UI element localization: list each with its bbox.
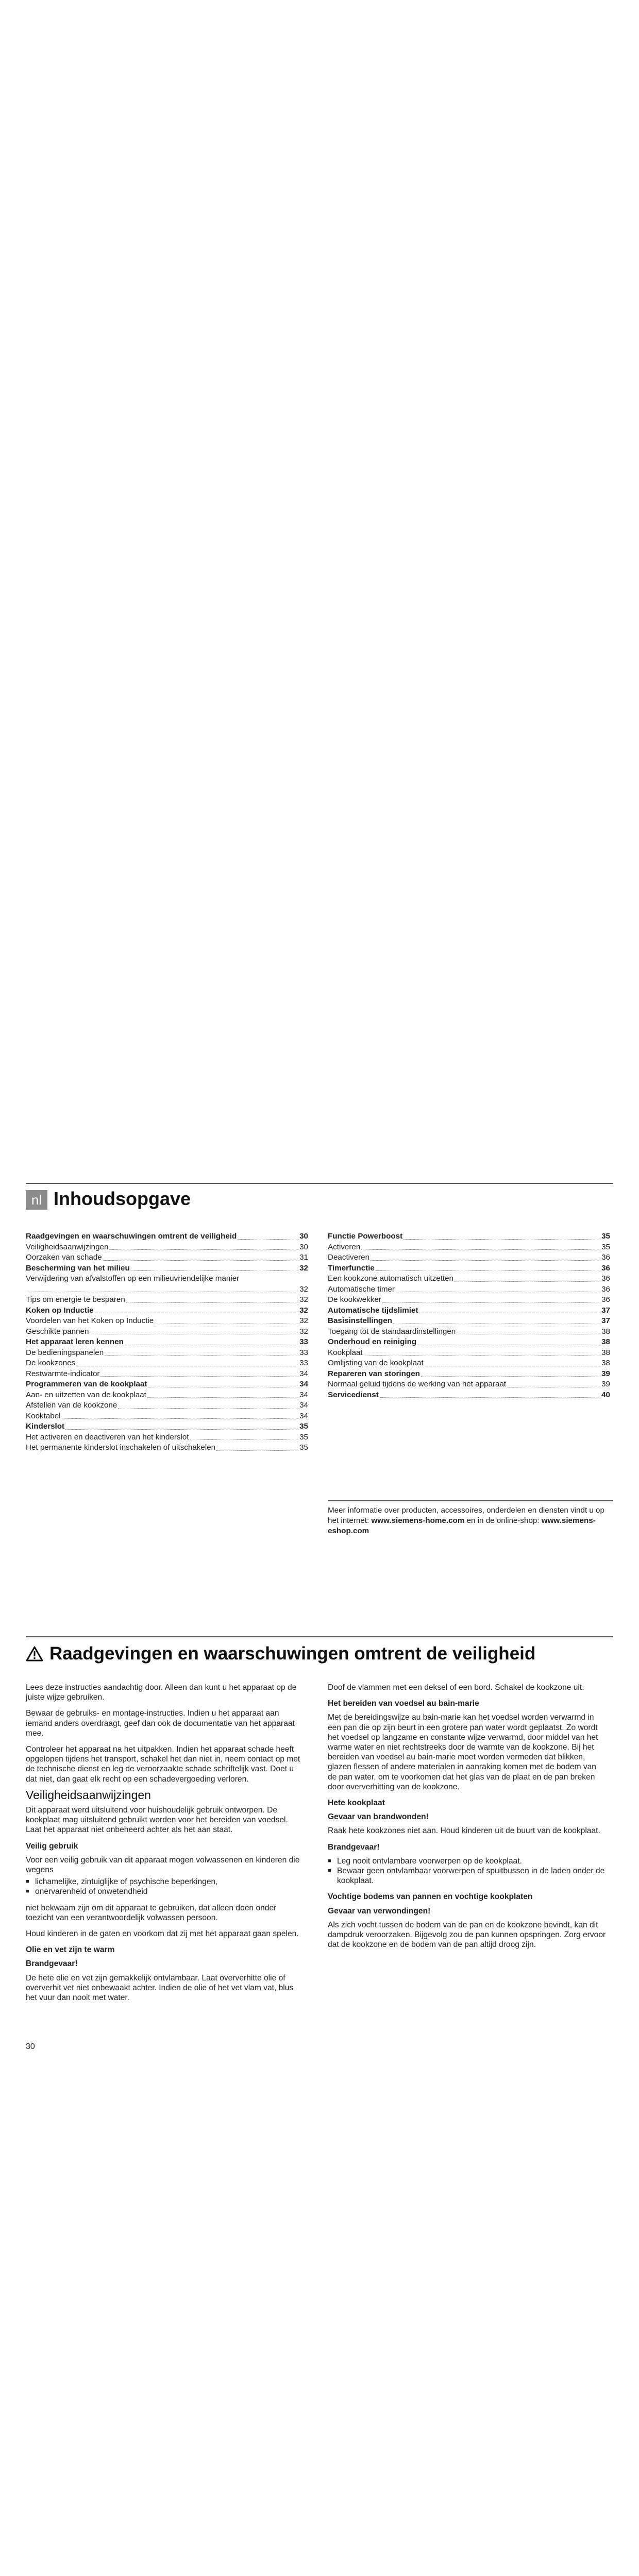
toc-right-column (328, 1231, 610, 1400)
toc-left-column (26, 1231, 308, 1453)
toc-top-rule (26, 1183, 613, 1184)
subheading: Vochtige bodems van pannen en vochtige kookplaten (328, 1892, 533, 1902)
warning-label: Gevaar van brandwonden! (328, 1812, 429, 1822)
language-badge: nl (26, 1190, 47, 1210)
toc-entry[interactable] (328, 1369, 610, 1380)
toc-entry-page: 34 (299, 1380, 308, 1388)
paragraph: Met de bereidingswijze au bain-marie kan het voedsel worden verwarmd in een pan die op zijn beurt in een grotere pan water wordt geplaatst. Zo wordt het voedsel op langzame en constante wijze verwarmd, door middel van het warme water en niet rechtstreeks door de warmte van de kookzone. Bij het bereiden van voedsel au bain-marie moet worden vermeden dat blikken, glazen flessen of andere materialen in aanraking komen met de bodem van de pan water, om te voorkomen dat het glas van de plaat en de pan breken door oververhitting van de kookzone. (328, 1713, 598, 1791)
toc-entry[interactable] (26, 1390, 308, 1401)
toc-entry-page: 36 (601, 1295, 610, 1304)
toc-entry[interactable] (328, 1306, 610, 1316)
toc-entry-page: 33 (299, 1359, 308, 1367)
toc-entry[interactable] (26, 1400, 308, 1411)
toc-entry[interactable] (26, 1379, 308, 1390)
toc-entry-title: De kookzones (26, 1359, 76, 1367)
toc-entry-page: 30 (299, 1232, 308, 1241)
bullet-list (26, 1877, 304, 1896)
toc-entry-page: 32 (299, 1284, 308, 1294)
section-title: Raadgevingen en waarschuwingen omtrent de veiligheid (49, 1643, 536, 1664)
toc-entry-title: Servicedienst (328, 1390, 379, 1399)
paragraph: Doof de vlammen met een deksel of een bord. Schakel de kookzone uit. (328, 1683, 584, 1692)
toc-entry-title: Het activeren en deactiveren van het kinderslot (26, 1432, 189, 1442)
toc-leader-dots (190, 1439, 299, 1440)
toc-entry[interactable] (328, 1348, 610, 1359)
toc-entry-title: Onderhoud en reiniging (328, 1337, 417, 1346)
toc-leader-dots (380, 1397, 600, 1398)
paragraph: Voor een veilig gebruik van dit apparaat mogen volwassenen en kinderen die wegens (26, 1855, 300, 1875)
toc-entry-page: 38 (601, 1327, 610, 1336)
toc-entry-page: 32 (299, 1295, 308, 1304)
toc-entry-title: Geschikte pannen (26, 1327, 89, 1336)
subheading: Hete kookplaat (328, 1799, 385, 1808)
toc-entry-page: 35 (299, 1422, 308, 1431)
toc-entry[interactable] (26, 1242, 308, 1253)
toc-leader-dots (65, 1429, 298, 1430)
toc-entry[interactable] (26, 1369, 308, 1380)
toc-entry-title: Kooktabel (26, 1411, 61, 1420)
toc-entry[interactable] (328, 1390, 610, 1401)
toc-entry-title: Veiligheidsaanwijzingen (26, 1242, 109, 1251)
paragraph: Als zich vocht tussen de bodem van de pan en de kookzone bevindt, kan dit dampdruk veroorzaken. Bijgevolg zou de pan kunnen opspringen. Zorg ervoor dat de kookzone en de bodem van de pan altijd droog zijn. (328, 1920, 606, 1950)
toc-leader-dots (109, 1249, 298, 1250)
toc-entry[interactable] (26, 1411, 308, 1422)
paragraph: Raak hete kookzones niet aan. Houd kinderen uit de buurt van de kookplaat. (328, 1826, 600, 1836)
paragraph: niet bekwaam zijn om dit apparaat te gebruiken, dat alleen doen onder toezicht van een verantwoordelijk volwassen persoon. (26, 1903, 277, 1922)
toc-entry-page: 32 (299, 1306, 308, 1315)
section-left-column (26, 1683, 304, 2009)
toc-entry-page: 35 (299, 1443, 308, 1452)
toc-entry-title: Toegang tot de standaardinstellingen (328, 1327, 456, 1336)
warning-triangle-icon (26, 1646, 43, 1662)
section-rule (26, 1636, 613, 1637)
toc-entry-title: Kookplaat (328, 1348, 363, 1357)
info-url-home[interactable]: www.siemens-home.com (371, 1516, 465, 1525)
toc-entry-title: Tips om energie te besparen (26, 1295, 125, 1304)
toc-entry-title: Het permanente kinderslot inschakelen of uitschakelen (26, 1443, 216, 1452)
section-heading (26, 1643, 535, 1664)
toc-entry[interactable] (328, 1252, 610, 1263)
toc-leader-dots (376, 1270, 600, 1271)
page-number: 30 (26, 2042, 35, 2051)
toc-entry[interactable] (26, 1295, 308, 1306)
list-item: ■ lichamelijke, zintuiglijke of psychische beperkingen, (26, 1877, 304, 1887)
toc-entry-page: 35 (299, 1432, 308, 1442)
toc-leader-dots (103, 1260, 298, 1261)
toc-entry[interactable] (26, 1358, 308, 1369)
toc-entry[interactable] (328, 1295, 610, 1306)
toc-entry[interactable] (328, 1379, 610, 1390)
toc-entry-title: Koken op Inductie (26, 1306, 94, 1315)
toc-entry-page: 32 (299, 1316, 308, 1325)
toc-entry[interactable] (328, 1274, 610, 1284)
toc-entry[interactable] (26, 1443, 308, 1453)
toc-leader-dots (126, 1302, 298, 1303)
toc-entry[interactable] (26, 1316, 308, 1327)
toc-leader-dots (403, 1239, 600, 1240)
toc-leader-dots (216, 1450, 298, 1451)
paragraph: Lees deze instructies aandachtig door. Alleen dan kunt u het apparaat op de juiste wijze gebruiken. (26, 1683, 297, 1702)
toc-entry[interactable] (328, 1231, 610, 1242)
subheading: Veilig gebruik (26, 1841, 78, 1851)
toc-entry-title: Voordelen van het Koken op Inductie (26, 1316, 154, 1325)
toc-entry-title: Aan- en uitzetten van de kookplaat (26, 1390, 146, 1399)
toc-entry-page: 38 (601, 1348, 610, 1357)
toc-entry-page: 35 (601, 1242, 610, 1251)
toc-leader-dots (62, 1418, 299, 1419)
subheading: Olie en vet zijn te warm (26, 1945, 115, 1955)
toc-entry-page: 39 (601, 1380, 610, 1388)
toc-entry-title: Afstellen van de kookzone (26, 1401, 117, 1410)
toc-entry[interactable] (26, 1348, 308, 1359)
list-item: ■ Bewaar geen ontvlambaar voorwerpen of spuitbussen in de laden onder de kookplaat. (328, 1866, 606, 1886)
toc-entry-page: 37 (601, 1306, 610, 1315)
toc-entry-title: Het apparaat leren kennen (26, 1337, 124, 1346)
paragraph: Bewaar de gebruiks- en montage-instructies. Indien u het apparaat aan iemand anders overdraagt, geef dan ook de documentatie van het apparaat mee. (26, 1709, 295, 1738)
paragraph: Houd kinderen in de gaten en voorkom dat zij met het apparaat gaan spelen. (26, 1929, 299, 1939)
info-box (328, 1500, 613, 1536)
toc-entry-page: 40 (601, 1390, 610, 1399)
toc-entry-title: Repareren van storingen (328, 1369, 420, 1378)
toc-title: Inhoudsopgave (54, 1188, 191, 1209)
toc-leader-dots (382, 1302, 600, 1303)
toc-entry-title: Verwijdering van afvalstoffen op een milieuvriendelijke manier (26, 1274, 240, 1283)
toc-entry-page: 35 (601, 1232, 610, 1241)
toc-entry[interactable] (26, 1231, 308, 1242)
toc-entry-title: Bescherming van het milieu (26, 1263, 130, 1273)
toc-entry-title: Kinderslot (26, 1422, 65, 1431)
toc-entry[interactable] (26, 1263, 308, 1274)
toc-leader-dots (147, 1397, 298, 1398)
toc-entry[interactable] (328, 1316, 610, 1327)
toc-entry-page: 36 (601, 1253, 610, 1262)
toc-leader-dots (361, 1249, 600, 1250)
toc-entry-page: 34 (299, 1401, 308, 1410)
toc-entry-title: De kookwekker (328, 1295, 381, 1304)
toc-entry-title: Restwarmte-indicator (26, 1369, 100, 1378)
toc-leader-dots (100, 1376, 298, 1377)
toc-entry-title: Raadgevingen en waarschuwingen omtrent de veiligheid (26, 1232, 237, 1241)
toc-leader-dots (238, 1239, 298, 1240)
toc-entry-title: Automatische timer (328, 1284, 395, 1294)
toc-entry-title: Functie Powerboost (328, 1232, 403, 1241)
toc-entry-page: 33 (299, 1348, 308, 1357)
list-item: ■ Leg nooit ontvlambare voorwerpen op de kookplaat. (328, 1856, 606, 1866)
toc-entry[interactable] (328, 1263, 610, 1274)
paragraph: Dit apparaat werd uitsluitend voor huishoudelijk gebruik ontworpen. De kookplaat mag uitsluitend gebruikt worden voor het bereiden van voedsel. Laat het apparaat niet onbeheerd achter als het aan staat. (26, 1806, 288, 1835)
toc-entry-page: 33 (299, 1337, 308, 1346)
toc-leader-dots (131, 1270, 298, 1271)
toc-entry[interactable] (26, 1274, 308, 1295)
toc-entry[interactable] (26, 1337, 308, 1348)
toc-leader-dots (421, 1376, 600, 1377)
toc-entry-page: 32 (299, 1327, 308, 1336)
toc-entry-title: Basisinstellingen (328, 1316, 392, 1325)
toc-entry[interactable] (328, 1358, 610, 1369)
list-item: ■ onervarenheid of onwetendheid (26, 1887, 304, 1896)
toc-entry-title: Deactiveren (328, 1253, 370, 1262)
toc-entry[interactable] (26, 1432, 308, 1443)
subheading: Het bereiden van voedsel au bain-marie (328, 1699, 479, 1708)
toc-entry[interactable] (328, 1337, 610, 1348)
toc-entry[interactable] (328, 1242, 610, 1253)
toc-entry-title: De bedieningspanelen (26, 1348, 104, 1357)
toc-entry-title: Een kookzone automatisch uitzetten (328, 1274, 453, 1283)
toc-entry-page: 36 (601, 1274, 610, 1283)
toc-entry-page: 30 (299, 1242, 308, 1251)
toc-entry-page: 34 (299, 1390, 308, 1399)
toc-entry[interactable] (328, 1284, 610, 1295)
toc-entry[interactable] (26, 1306, 308, 1316)
toc-entry-title: Timerfunctie (328, 1263, 375, 1273)
paragraph: Controleer het apparaat na het uitpakken. Indien het apparaat schade heeft opgelopen tijdens het transport, schakel het dan niet in, neem contact op met de technische dienst en leg de veroorzaakte schade schriftelijk vast. Doet u dat niet, dan gaat elk recht op een schadevergoeding verloren. (26, 1745, 300, 1784)
toc-entry[interactable] (26, 1421, 308, 1432)
toc-entry[interactable] (328, 1327, 610, 1337)
toc-entry-page: 36 (601, 1284, 610, 1294)
toc-entry-title: Oorzaken van schade (26, 1253, 102, 1262)
bullet-list (328, 1856, 606, 1886)
toc-entry-page: 31 (299, 1253, 308, 1262)
toc-leader-dots (455, 1281, 600, 1282)
toc-entry-page: 36 (601, 1263, 610, 1273)
toc-entry[interactable] (26, 1327, 308, 1337)
info-url-shop[interactable]: www.siemens-eshop.com (328, 1516, 596, 1535)
toc-leader-dots (118, 1408, 298, 1409)
section-right-column (328, 1683, 606, 1956)
toc-entry-title: Omlijsting van de kookplaat (328, 1359, 424, 1367)
warning-label: Brandgevaar! (26, 1959, 78, 1969)
toc-entry-page: 34 (299, 1411, 308, 1420)
paragraph: De hete olie en vet zijn gemakkelijk ontvlambaar. Laat oververhitte olie of oververhit vet niet onbewaakt achter. Indien de olie of het vet vlam vat, blus het vuur dan nooit met water. (26, 1973, 294, 2003)
toc-entry-page: 32 (299, 1263, 308, 1273)
toc-leader-dots (371, 1260, 600, 1261)
toc-entry-title: Normaal geluid tijdens de werking van het apparaat (328, 1380, 507, 1388)
toc-entry[interactable] (26, 1252, 308, 1263)
toc-entry-page: 39 (601, 1369, 610, 1378)
toc-entry-tail (26, 1284, 308, 1295)
warning-label: Brandgevaar! (328, 1842, 380, 1852)
toc-entry-page: 37 (601, 1316, 610, 1325)
toc-entry-page: 38 (601, 1337, 610, 1346)
toc-entry-title: Programmeren van de kookplaat (26, 1380, 147, 1388)
info-text-2: en in de online-shop: (464, 1516, 542, 1525)
info-text-1: Meer informatie over producten, accessoires, onderdelen en diensten vindt u op het internet: (328, 1505, 604, 1525)
toc-entry-page: 38 (601, 1359, 610, 1367)
subheading-safety: Veiligheidsaanwijzingen (26, 1788, 151, 1802)
info-box-rule (328, 1500, 613, 1501)
toc-entry-title: Automatische tijdslimiet (328, 1306, 418, 1315)
toc-entry-title: Activeren (328, 1242, 361, 1251)
toc-entry-page: 34 (299, 1369, 308, 1378)
warning-label: Gevaar van verwondingen! (328, 1906, 431, 1916)
